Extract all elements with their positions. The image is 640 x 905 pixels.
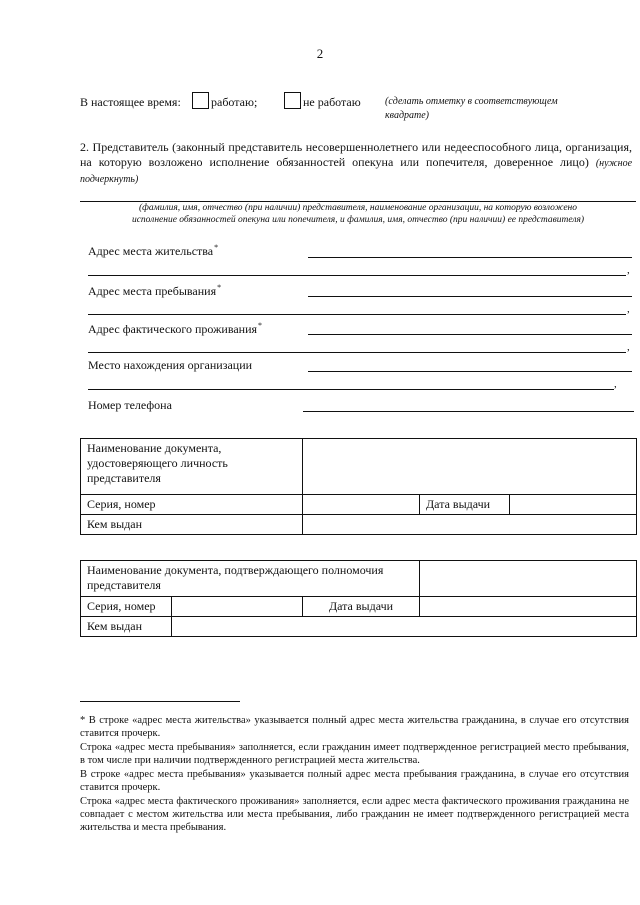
actual-comma: , xyxy=(627,341,630,353)
employment-hint-line1: (сделать отметку в соответствующем xyxy=(385,96,558,107)
phone-label: Номер телефона xyxy=(88,398,172,412)
representative-caption-line2: исполнение обязанностей опекуна или попечителя, и фамилия, имя, отчество (при наличии) ее представителя) xyxy=(131,215,585,225)
working-option-label: работаю; xyxy=(211,95,258,109)
employment-hint-line2: квадрате) xyxy=(385,110,429,121)
footnote-stay-condition: Строка «адрес места пребывания» заполняется, если гражданин имеет подтвержденное регистрацией место пребывания, в том числе при наличии подтвержденного регистрацией места жительства. xyxy=(80,742,629,766)
residence-address-label: Адрес места жительства* xyxy=(88,243,219,258)
authority-date-field[interactable] xyxy=(420,597,637,617)
footnote-separator xyxy=(80,701,240,702)
identity-issued-by-field[interactable] xyxy=(303,515,637,535)
footnote-stay-address: В строке «адрес места пребывания» указывается полный адрес места пребывания гражданина, в случае его отсутствия ставится прочерк. xyxy=(80,769,629,793)
residence-address-line2[interactable] xyxy=(88,275,626,276)
identity-doc-name-field[interactable] xyxy=(303,439,637,495)
page-number: 2 xyxy=(316,46,324,61)
representative-paragraph-hint: (нужное подчеркнуть) xyxy=(80,158,633,185)
actual-address-line1[interactable] xyxy=(308,334,632,335)
residence-comma: , xyxy=(627,264,630,276)
residence-address-line1[interactable] xyxy=(308,257,632,258)
stay-address-line2[interactable] xyxy=(88,314,626,315)
not-working-option-label: не работаю xyxy=(303,95,361,109)
identity-series-field[interactable] xyxy=(303,495,420,515)
actual-address-label: Адрес фактического проживания* xyxy=(88,321,263,336)
authority-series-label: Серия, номер xyxy=(81,597,172,617)
representative-paragraph xyxy=(80,140,632,187)
footnote-actual-address: Строка «адрес места фактического проживания» заполняется, если адрес места фактического проживания гражданина не совпадает с местом жительства или места пребывания, либо гражданин не имеет подтвержденного регистрацией места жительства и места пребывания. xyxy=(80,796,629,833)
identity-date-label: Дата выдачи xyxy=(420,495,510,515)
identity-series-label: Серия, номер xyxy=(81,495,303,515)
footnote-mark: * xyxy=(214,243,219,252)
employment-label: В настоящее время: xyxy=(80,95,181,109)
authority-issued-by-field[interactable] xyxy=(172,617,637,637)
identity-doc-name-label: Наименование документа, удостоверяющего личность представителя xyxy=(81,439,303,495)
stay-address-line1[interactable] xyxy=(308,296,632,297)
not-working-checkbox[interactable] xyxy=(284,92,301,109)
actual-address-line2[interactable] xyxy=(88,352,626,353)
stay-comma: , xyxy=(627,303,630,315)
identity-issued-by-label: Кем выдан xyxy=(81,515,303,535)
authority-doc-name-field[interactable] xyxy=(420,561,637,597)
authority-series-field[interactable] xyxy=(172,597,303,617)
working-checkbox[interactable] xyxy=(192,92,209,109)
phone-line[interactable] xyxy=(303,411,634,412)
footnote-mark: * xyxy=(217,283,222,292)
footnote-mark: * xyxy=(258,321,263,330)
org-location-label: Место нахождения организации xyxy=(88,358,253,372)
identity-date-field[interactable] xyxy=(510,495,637,515)
authority-doc-name-label: Наименование документа, подтверждающего полномочия представителя xyxy=(81,561,420,597)
representative-name-line[interactable] xyxy=(80,201,636,202)
org-location-line2[interactable] xyxy=(88,389,614,390)
authority-document-table xyxy=(80,560,637,637)
footnote-residence: * В строке «адрес места жительства» указывается полный адрес места жительства гражданина, в случае его отсутствия ставится прочерк. xyxy=(80,715,629,739)
authority-date-label: Дата выдачи xyxy=(303,597,420,617)
identity-document-table xyxy=(80,438,637,535)
org-location-comma: , xyxy=(614,378,617,390)
org-location-line1[interactable] xyxy=(308,371,632,372)
representative-paragraph-text: 2. Представитель (законный представитель несовершеннолетнего или недееспособного лица, организация, на которую возложено исполнение обязанностей опекуна или попечителя, доверенное лицо) xyxy=(80,140,632,169)
authority-issued-by-label: Кем выдан xyxy=(81,617,172,637)
stay-address-label: Адрес места пребывания* xyxy=(88,283,222,298)
representative-caption-line1: (фамилия, имя, отчество (при наличии) представителя, наименование организации, на которую возложено xyxy=(138,203,578,213)
